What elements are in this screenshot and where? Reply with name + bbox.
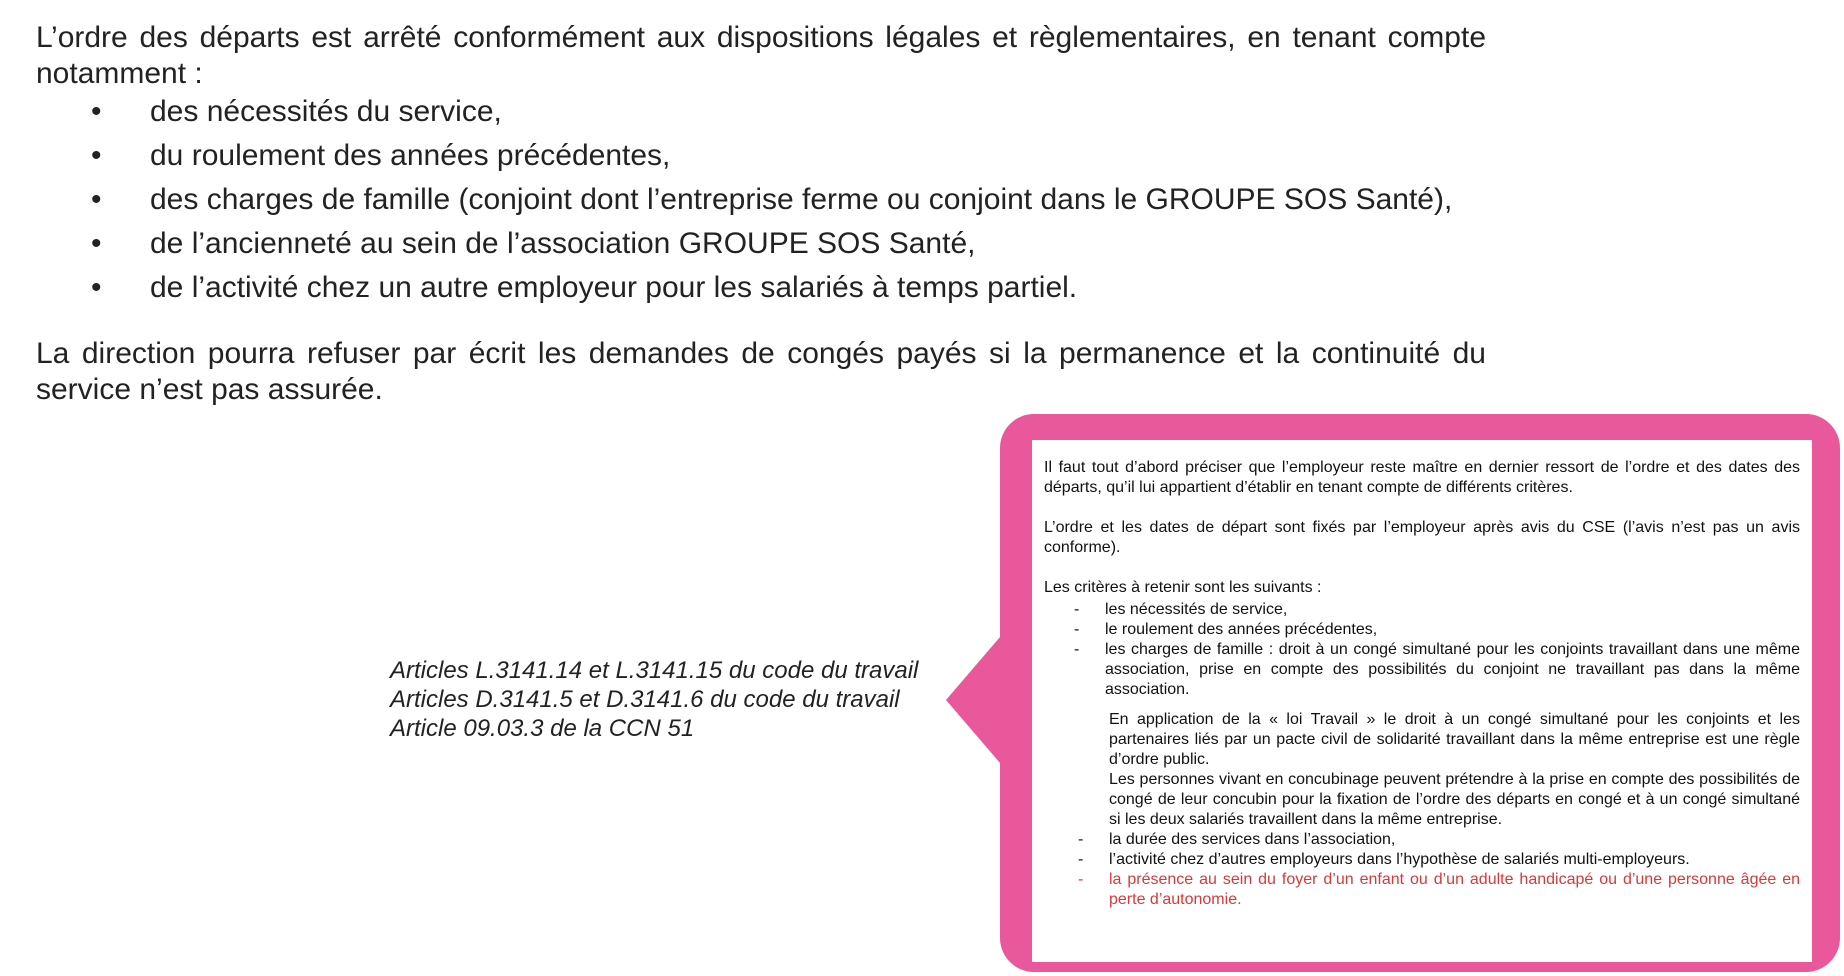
scan-bullet-list <box>36 94 1486 306</box>
note-paragraph: En application de la « loi Travail » le droit à un congé simultané pour les conjoints et les partenaires liés par un pacte civil de solidarité travaillant dans la même entreprise est une règle d’ordre public. <box>1109 711 1800 768</box>
list-item: - les charges de famille : droit à un congé simultané pour les conjoints travaillant dans une même association, prise en compte des possibilités du conjoint ne travaillant pas dans la même association. <box>1074 641 1800 698</box>
dash-icon: - <box>1074 621 1080 638</box>
legal-references <box>390 656 918 743</box>
dash-icon: - <box>1074 641 1080 658</box>
list-item: • des nécessités du service, <box>91 95 502 128</box>
dash-icon: - <box>1078 871 1084 888</box>
bullet-icon: • <box>91 271 102 304</box>
dash-icon: - <box>1078 851 1084 868</box>
scan-closing: La direction pourra refuser par écrit les demandes de congés payés si la permanence et la continuité du service n’est pas assurée. <box>36 337 1486 406</box>
bullet-icon: • <box>91 139 102 172</box>
bullet-icon: • <box>91 95 102 128</box>
list-item: • des charges de famille (conjoint dont l’entreprise ferme ou conjoint dans le GROUPE SOS Santé), <box>91 183 1453 216</box>
callout-paragraph: L’ordre et les dates de départ sont fixés par l’employeur après avis du CSE (l’avis n’est pas un avis conforme). <box>1044 519 1800 556</box>
list-item: - la durée des services dans l’association, <box>1078 831 1396 848</box>
list-item: - les nécessités de service, <box>1074 601 1288 618</box>
bullet-icon: • <box>91 183 102 216</box>
scan-intro: L’ordre des départs est arrêté conformément aux dispositions légales et règlementaires, en tenant compte notamment : <box>36 21 1486 90</box>
list-item: - le roulement des années précédentes, <box>1074 621 1378 638</box>
list-item-highlighted: - la présence au sein du foyer d’un enfant ou d’un adulte handicapé ou d’une personne âgée en perte d’autonomie. <box>1078 871 1800 908</box>
criteria-list-continued <box>1044 830 1800 910</box>
criteria-note <box>1109 710 1800 830</box>
callout-content <box>1032 440 1812 962</box>
list-item: • de l’ancienneté au sein de l’association GROUPE SOS Santé, <box>91 227 976 260</box>
legal-reference: Articles L.3141.14 et L.3141.15 du code du travail <box>390 657 919 684</box>
dash-icon: - <box>1074 601 1080 618</box>
criteria-intro: Les critères à retenir sont les suivants : <box>1044 579 1322 596</box>
scanned-excerpt <box>36 20 1486 408</box>
callout-paragraph: Il faut tout d’abord préciser que l’employeur reste maître en dernier ressort de l’ordre et des dates des départs, qu’il lui appartient d’établir en tenant compte de différents critères. <box>1044 459 1800 496</box>
criteria-list <box>1044 600 1800 700</box>
callout-pointer <box>946 630 1006 770</box>
bullet-icon: • <box>91 227 102 260</box>
callout-box <box>1000 414 1840 972</box>
list-item: - l’activité chez d’autres employeurs dans l’hypothèse de salariés multi-employeurs. <box>1078 851 1690 868</box>
list-item: • de l’activité chez un autre employeur pour les salariés à temps partiel. <box>91 271 1078 304</box>
legal-reference: Articles D.3141.5 et D.3141.6 du code du travail <box>390 686 900 713</box>
legal-reference: Article 09.03.3 de la CCN 51 <box>390 715 695 742</box>
note-paragraph: Les personnes vivant en concubinage peuvent prétendre à la prise en compte des possibilités de congé de leur concubin pour la fixation de l’ordre des départs en congé et à un congé simultané si les deux salariés travaillent dans la même entreprise. <box>1109 771 1800 828</box>
list-item: • du roulement des années précédentes, <box>91 139 671 172</box>
dash-icon: - <box>1078 831 1084 848</box>
